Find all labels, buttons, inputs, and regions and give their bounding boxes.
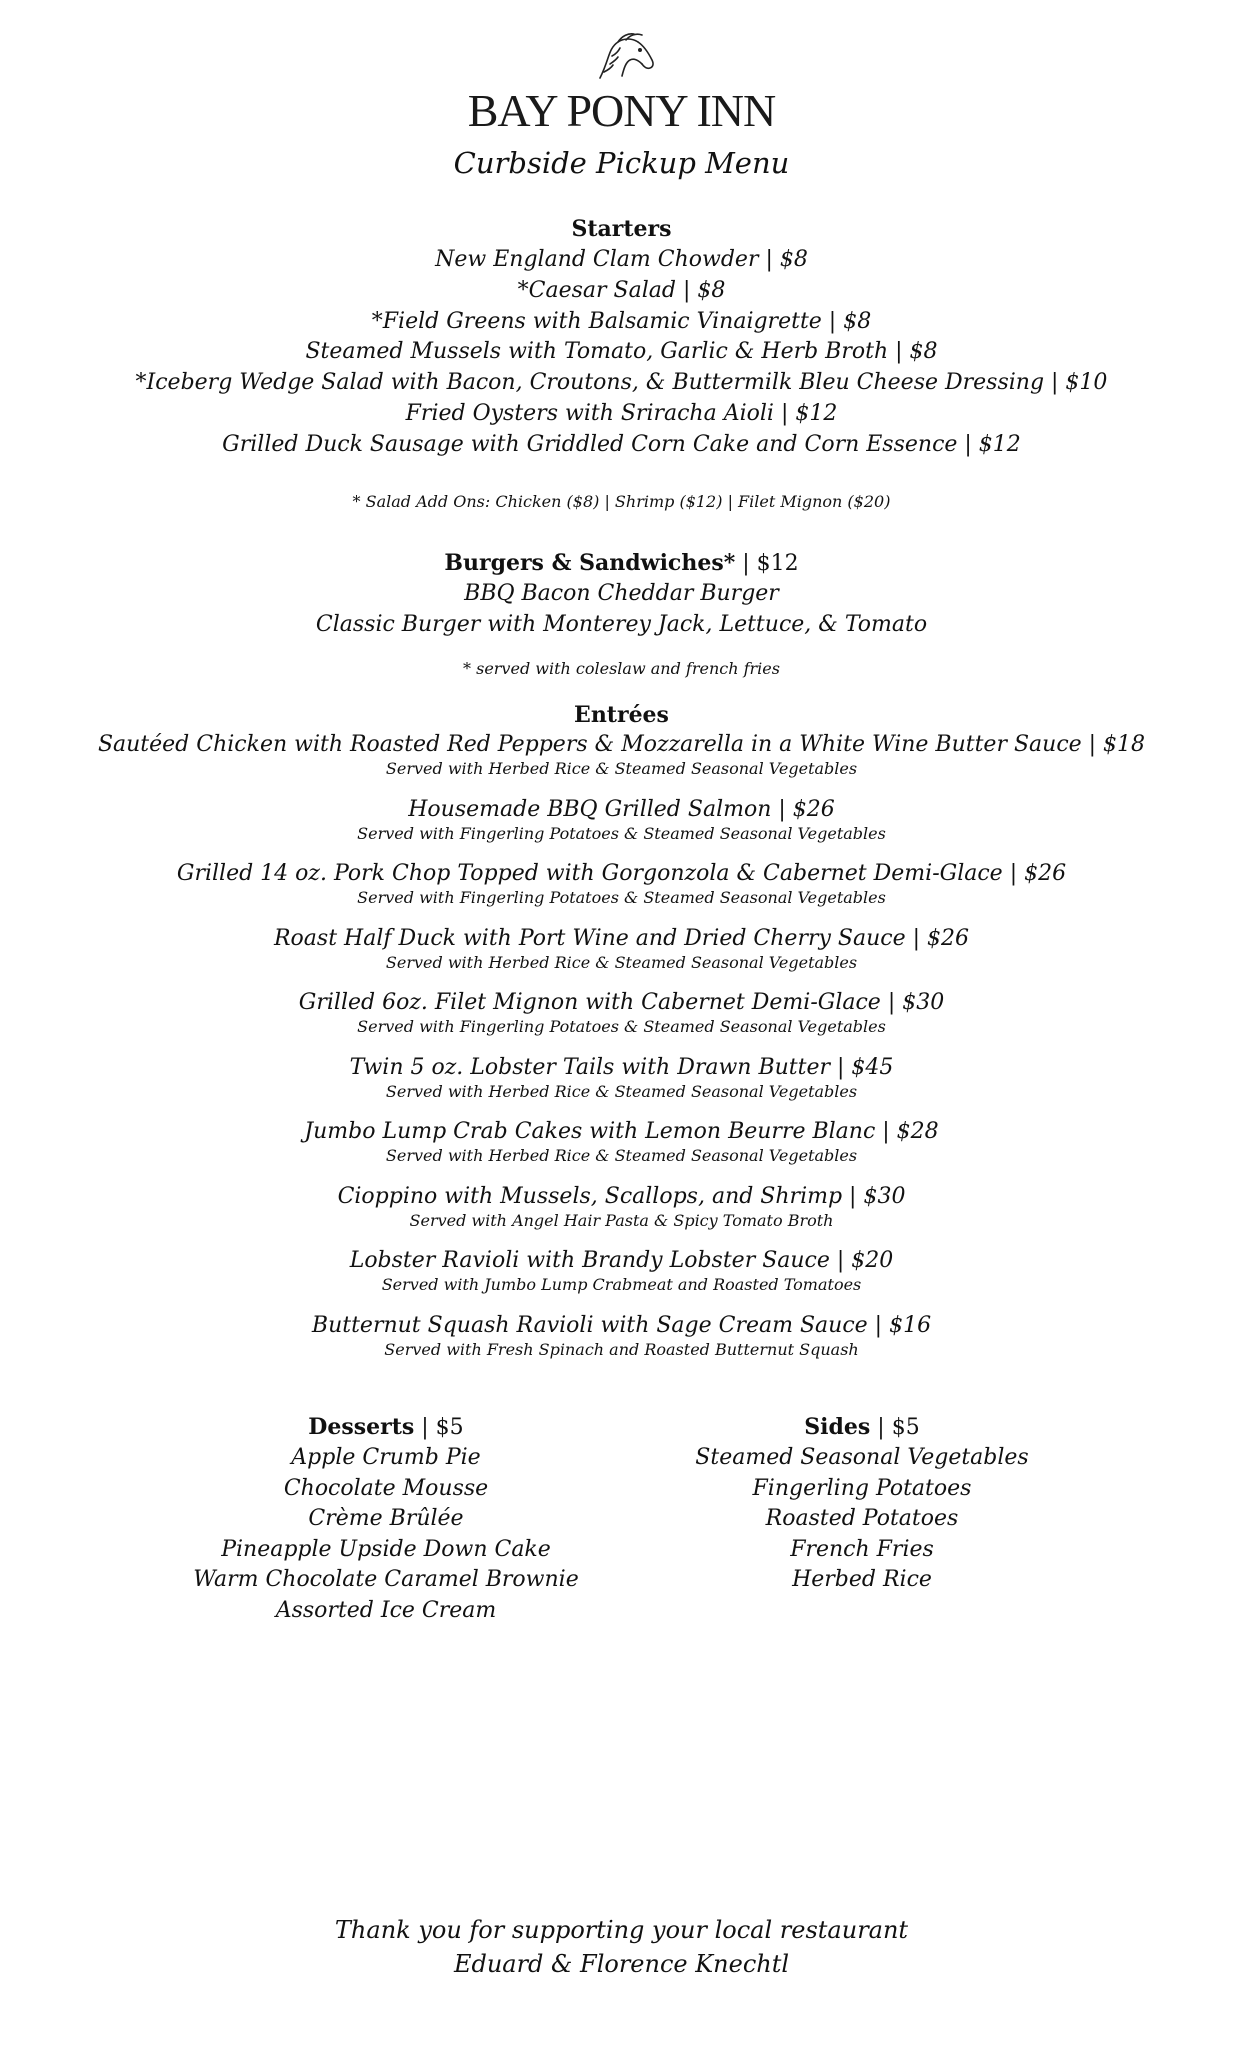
list-item: Pineapple Upside Down Cake bbox=[221, 1536, 551, 1562]
entree-accompaniment: Served with Fingerling Potatoes & Steamed Seasonal Vegetables bbox=[357, 888, 886, 907]
entree-accompaniment: Served with Angel Hair Pasta & Spicy Tomato Broth bbox=[409, 1210, 834, 1230]
entree-item bbox=[0, 989, 1243, 1054]
salad-add-ons-note: * Salad Add Ons: Chicken ($8) | Shrimp ($12) | Filet Mignon ($20) bbox=[352, 492, 891, 511]
entree-name: Jumbo Lump Crab Cakes with Lemon Beurre Blanc | $28 bbox=[304, 1119, 939, 1144]
entree-item bbox=[0, 1118, 1243, 1183]
section-title-sides: Sides | $5 bbox=[804, 1414, 920, 1440]
entree-accompaniment: Served with Herbed Rice & Steamed Seasonal Vegetables bbox=[385, 952, 858, 972]
horse-head-icon bbox=[582, 30, 662, 86]
entree-item bbox=[0, 860, 1243, 925]
list-item: Roasted Potatoes bbox=[765, 1506, 959, 1532]
entree-accompaniment: Served with Jumbo Lump Crabmeat and Roasted Tomatoes bbox=[381, 1275, 862, 1294]
entree-accompaniment: Served with Herbed Rice & Steamed Seasonal Vegetables bbox=[385, 759, 858, 778]
list-item: Chocolate Mousse bbox=[283, 1475, 489, 1501]
list-item: Fingerling Potatoes bbox=[752, 1475, 972, 1501]
entree-item bbox=[0, 1054, 1243, 1119]
brand-name: BAY PONY INN bbox=[467, 85, 776, 136]
page-title: Curbside Pickup Menu bbox=[453, 146, 790, 180]
list-item: Herbed Rice bbox=[792, 1567, 932, 1593]
entree-item bbox=[0, 1183, 1243, 1248]
entree-accompaniment: Served with Herbed Rice & Steamed Seasonal Vegetables bbox=[385, 1081, 858, 1101]
thank-you-line: Thank you for supporting your local restaurant bbox=[334, 1916, 909, 1944]
entree-name: Cioppino with Mussels, Scallops, and Shrimp | $30 bbox=[337, 1183, 906, 1209]
section-title-entrees: Entrées bbox=[574, 702, 669, 728]
entree-name: Grilled 14 oz. Pork Chop Topped with Gorgonzola & Cabernet Demi-Glace | $26 bbox=[176, 861, 1067, 886]
list-item: Assorted Ice Cream bbox=[275, 1597, 497, 1623]
burgers-note: * served with coleslaw and french fries bbox=[463, 659, 780, 678]
list-item: Crème Brûlée bbox=[308, 1506, 464, 1532]
entree-item bbox=[0, 925, 1243, 990]
entrees-section bbox=[0, 700, 1243, 1376]
list-item: *Caesar Salad | $8 bbox=[517, 277, 726, 303]
entree-accompaniment: Served with Fresh Spinach and Roasted Butternut Squash bbox=[384, 1339, 859, 1359]
entree-name: Lobster Ravioli with Brandy Lobster Sauce | $20 bbox=[349, 1248, 894, 1273]
entree-name: Sautéed Chicken with Roasted Red Peppers & Mozzarella in a White Wine Butter Sauce | $18 bbox=[97, 732, 1146, 757]
entree-accompaniment: Served with Fingerling Potatoes & Steamed Seasonal Vegetables bbox=[357, 823, 886, 843]
entree-name: Grilled 6oz. Filet Mignon with Cabernet Demi-Glace | $30 bbox=[298, 990, 945, 1015]
list-item: New England Clam Chowder | $8 bbox=[435, 247, 808, 272]
starters-section bbox=[0, 214, 1243, 461]
entree-accompaniment: Served with Herbed Rice & Steamed Seasonal Vegetables bbox=[385, 1146, 858, 1165]
list-item: BBQ Bacon Cheddar Burger bbox=[464, 581, 779, 606]
list-item: Fried Oysters with Sriracha Aioli | $12 bbox=[405, 400, 838, 426]
list-item: *Field Greens with Balsamic Vinaigrette | $8 bbox=[371, 308, 872, 334]
list-item: Apple Crumb Pie bbox=[291, 1445, 481, 1470]
entree-item bbox=[0, 796, 1243, 861]
list-item: Warm Chocolate Caramel Brownie bbox=[193, 1567, 579, 1593]
list-item: Steamed Mussels with Tomato, Garlic & Herb Broth | $8 bbox=[305, 339, 938, 365]
entree-accompaniment: Served with Fingerling Potatoes & Steamed Seasonal Vegetables bbox=[357, 1017, 886, 1036]
burgers-section bbox=[0, 548, 1243, 641]
footer bbox=[0, 1913, 1243, 1981]
entree-item bbox=[0, 1247, 1243, 1312]
section-title-burgers: Burgers & Sandwiches* | $12 bbox=[444, 550, 799, 576]
section-title-desserts: Desserts | $5 bbox=[308, 1414, 464, 1440]
entree-name: Twin 5 oz. Lobster Tails with Drawn Butter | $45 bbox=[349, 1054, 894, 1080]
list-item: Steamed Seasonal Vegetables bbox=[695, 1445, 1029, 1470]
signature-line: Eduard & Florence Knechtl bbox=[453, 1950, 790, 1978]
section-title-starters: Starters bbox=[571, 216, 672, 242]
list-item: Classic Burger with Monterey Jack, Lettuce, & Tomato bbox=[315, 611, 928, 637]
entree-name: Roast Half Duck with Port Wine and Dried Cherry Sauce | $26 bbox=[273, 925, 969, 951]
logo bbox=[0, 30, 1243, 134]
entree-item bbox=[0, 1312, 1243, 1377]
desserts-section bbox=[156, 1412, 616, 1627]
sides-section bbox=[632, 1412, 1092, 1596]
entree-name: Butternut Squash Ravioli with Sage Cream Sauce | $16 bbox=[311, 1312, 932, 1338]
list-item: French Fries bbox=[790, 1536, 934, 1562]
entree-item bbox=[0, 731, 1243, 796]
list-item: *Iceberg Wedge Salad with Bacon, Croutons, & Buttermilk Bleu Cheese Dressing | $10 bbox=[135, 370, 1108, 396]
entree-name: Housemade BBQ Grilled Salmon | $26 bbox=[408, 796, 835, 822]
list-item: Grilled Duck Sausage with Griddled Corn Cake and Corn Essence | $12 bbox=[222, 431, 1021, 457]
